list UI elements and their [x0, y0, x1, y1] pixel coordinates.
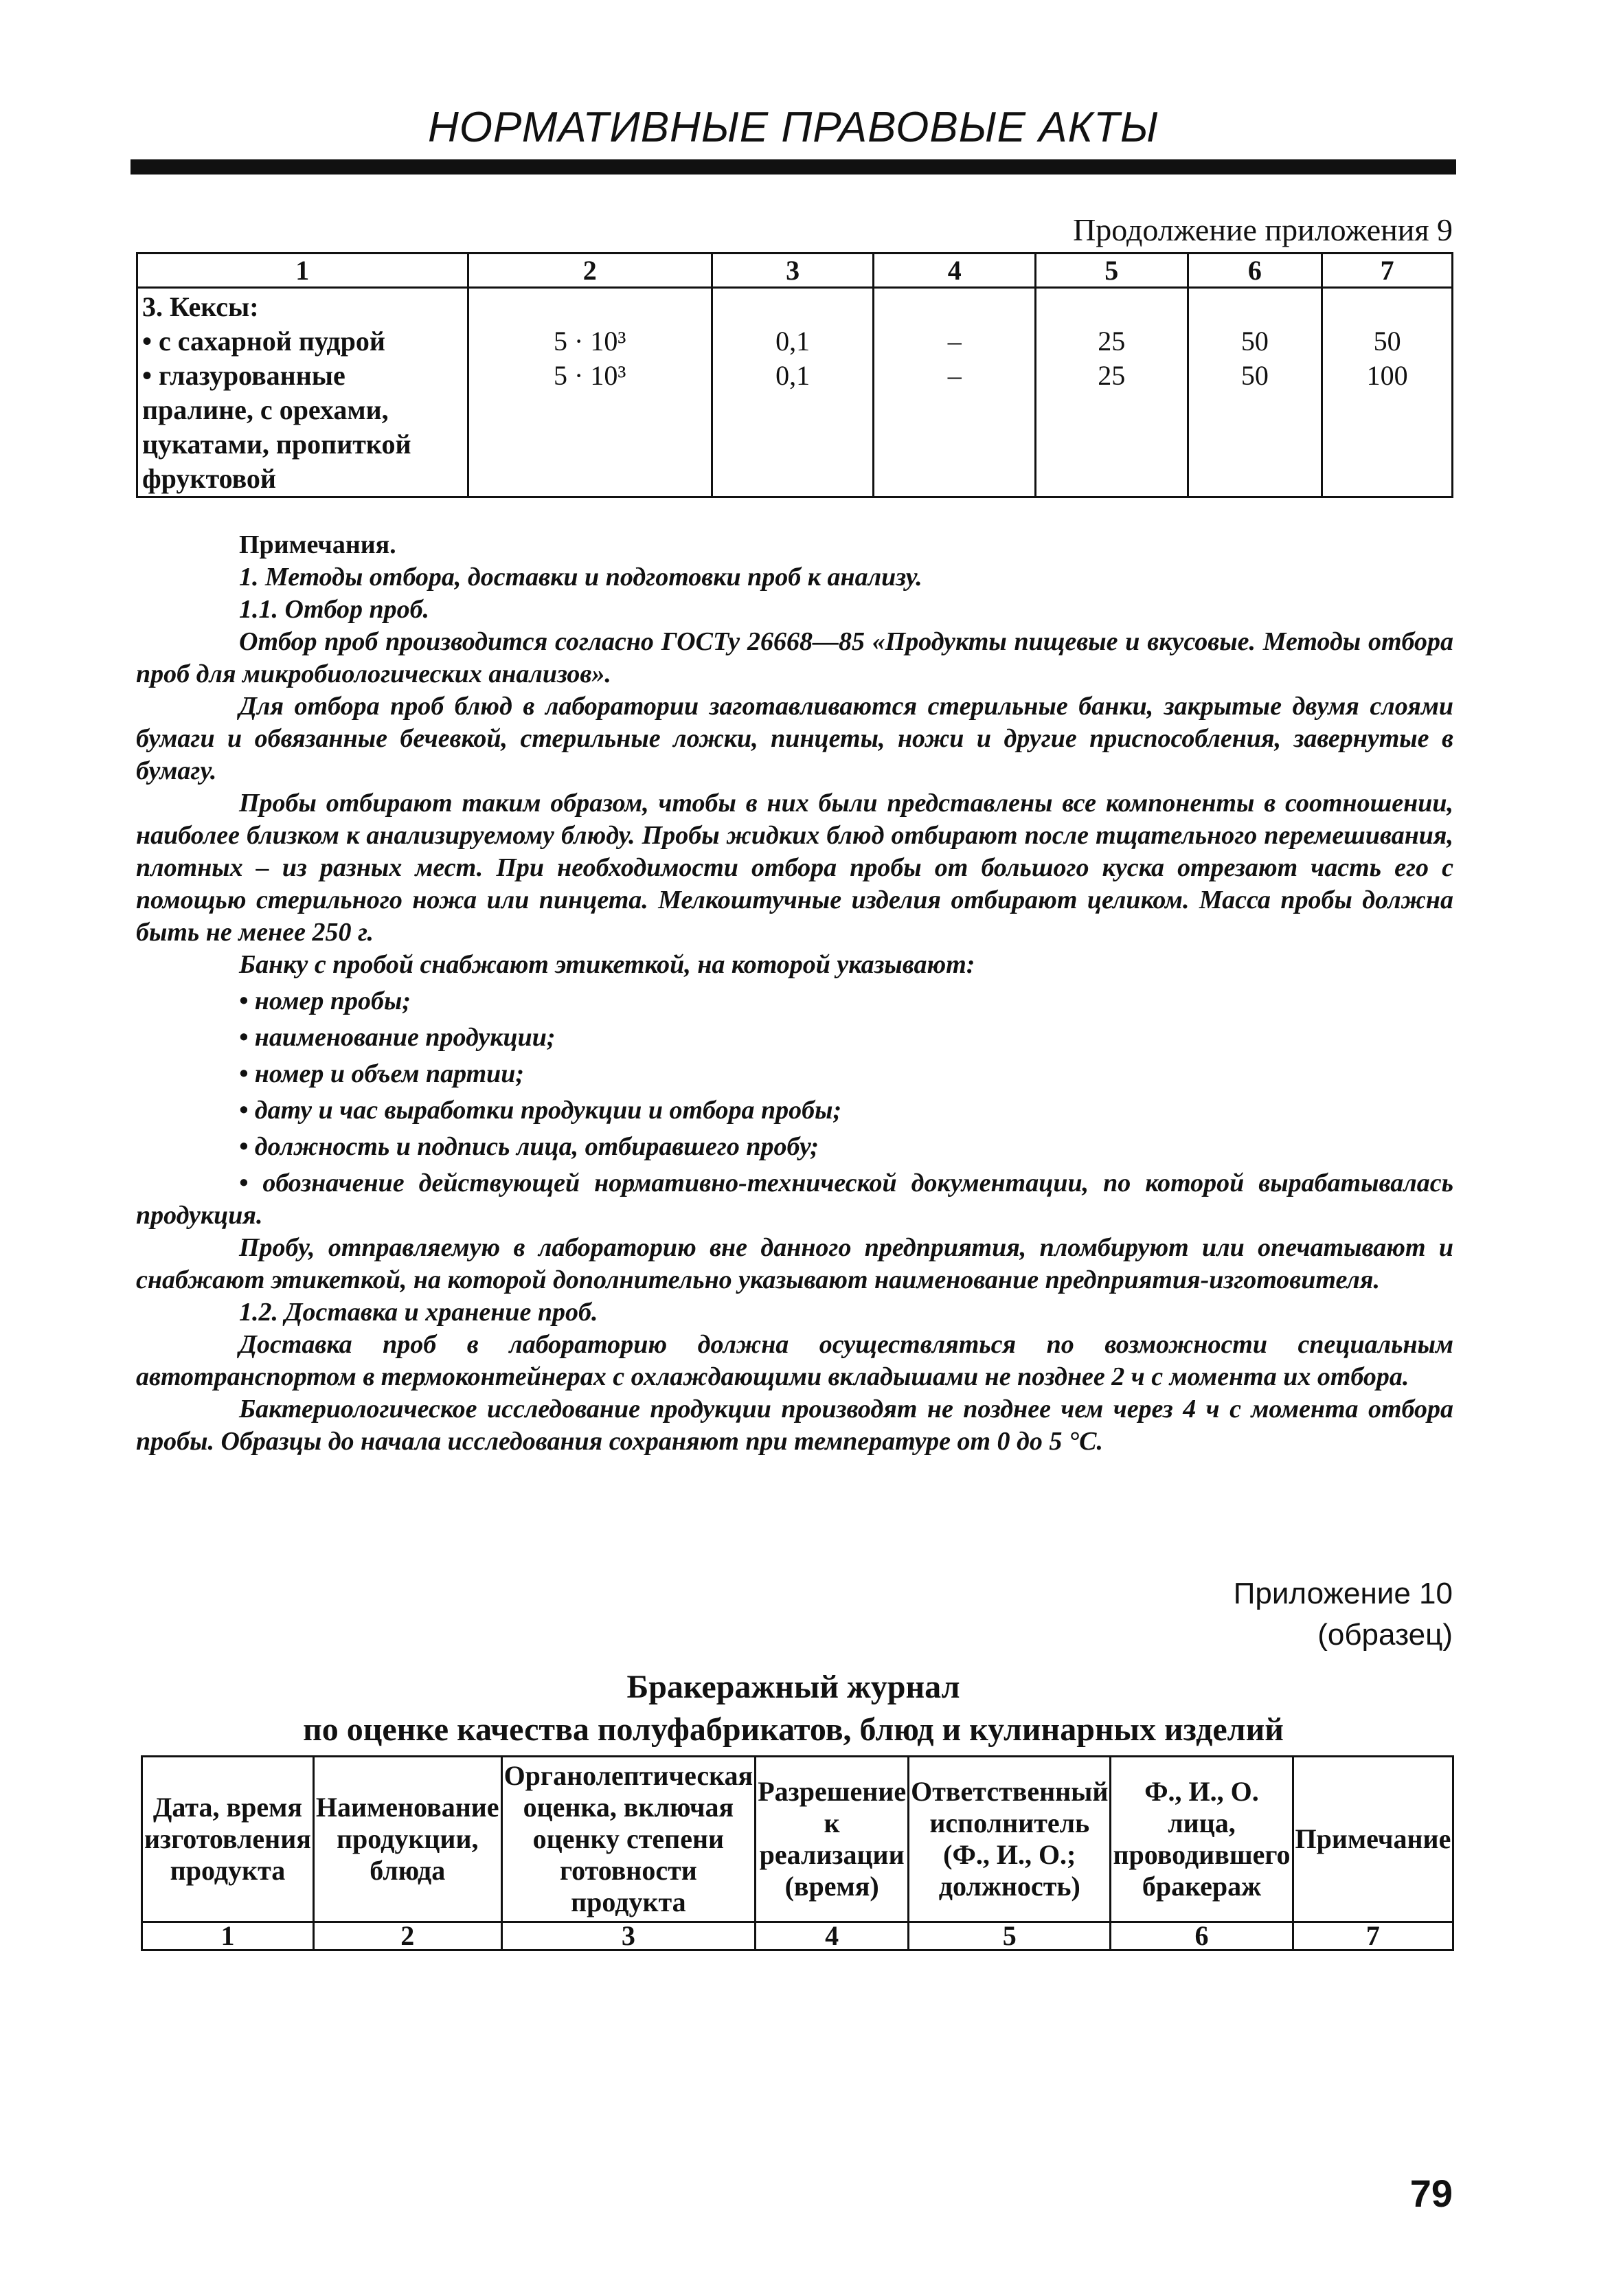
col-number: 6	[1111, 1922, 1293, 1950]
notes-paragraph: 1. Методы отбора, доставки и подготовки проб к анализу.	[239, 563, 922, 592]
col-header: Примечание	[1293, 1757, 1453, 1922]
table-cell	[468, 288, 712, 497]
col-header: 1	[137, 254, 468, 288]
col-header: Наименование продукции, блюда	[313, 1757, 501, 1922]
appendix9-caption: Продолжение приложения 9	[1073, 212, 1453, 247]
table-cell	[137, 288, 468, 497]
table-header-row	[142, 1757, 1453, 1922]
cell-value: 100	[1366, 360, 1408, 391]
table-cell	[1035, 288, 1188, 497]
page-number: 79	[1409, 2172, 1453, 2215]
list-item: • номер пробы;	[239, 987, 411, 1015]
appendix10-label	[1234, 1573, 1453, 1656]
cell-value: 25	[1098, 360, 1126, 391]
list-item: • дату и час выработки продукции и отбора пробы;	[239, 1096, 842, 1125]
cell-value: –	[947, 326, 962, 357]
cell-value: 0,1	[775, 360, 810, 391]
journal-table	[141, 1755, 1454, 1951]
table-cell	[874, 288, 1036, 497]
cell-value: 50	[1373, 326, 1401, 357]
table-header-row	[137, 254, 1453, 288]
running-header: НОРМАТИВНЫЕ ПРАВОВЫЕ АКТЫ	[428, 104, 1159, 151]
col-header: 3	[712, 254, 874, 288]
table-cell	[1188, 288, 1322, 497]
col-header: 6	[1188, 254, 1322, 288]
list-item: • обозначение действующей нормативно-технической документации, по которой вырабатывалась продукция.	[136, 1169, 1453, 1230]
col-header: Дата, время изготовления продукта	[142, 1757, 314, 1922]
col-header: Ф., И., О. лица, проводившего бракераж	[1111, 1757, 1293, 1922]
cell-value: 50	[1240, 326, 1269, 357]
list-item: • должность и подпись лица, отбиравшего пробу;	[239, 1132, 819, 1161]
notes-paragraph: 1.2. Доставка и хранение проб.	[239, 1298, 598, 1327]
cell-value: 0,1	[775, 326, 810, 357]
notes-paragraph: Для отбора проб блюд в лаборатории заготавливаются стерильные банки, закрытые двумя слоями бумаги и обвязанные бечевкой, стерильные ложки, пинцеты, ножи и другие приспособления, завернутые в бумагу.	[136, 692, 1453, 785]
appendix10-number: Приложение 10	[1233, 1577, 1453, 1610]
notes-section	[136, 529, 1453, 1458]
notes-title: Примечания.	[239, 530, 396, 559]
table-cell	[1322, 288, 1453, 497]
row-label: 3. Кексы:	[142, 291, 259, 322]
col-header: 7	[1322, 254, 1453, 288]
cell-value: 5 · 10³	[554, 360, 626, 391]
col-number: 5	[909, 1922, 1111, 1950]
cell-value: 5 · 10³	[554, 326, 626, 357]
journal-title-line1: Бракеражный журнал	[626, 1669, 960, 1705]
appendix9-table	[136, 252, 1453, 498]
col-header: 4	[874, 254, 1036, 288]
notes-paragraph: Банку с пробой снабжают этикеткой, на которой указывают:	[239, 950, 975, 979]
notes-paragraph: Пробу, отправляемую в лабораторию вне данного предприятия, пломбируют или опечатывают и снабжают этикеткой, на которой дополнительно указывают наименование предприятия-изготовителя.	[136, 1233, 1453, 1294]
col-header: Разрешение к реализации (время)	[756, 1757, 909, 1922]
notes-paragraph: Пробы отбирают таким образом, чтобы в них были представлены все компоненты в соотношении, наиболее близком к анализируемому блюду. Пробы жидких блюд отбирают после тщательного перемешивания, плотных – из разных мест. При необходимости отбора пробы от большого куска отрезают часть его с помощью стерильного ножа или пинцета. Мелкоштучные изделия отбирают целиком. Масса пробы должна быть не менее 250 г.	[136, 789, 1453, 947]
col-number: 4	[756, 1922, 909, 1950]
col-header: Ответственный исполнитель (Ф., И., О.; должность)	[909, 1757, 1111, 1922]
journal-title	[131, 1666, 1456, 1751]
cell-value: 50	[1240, 360, 1269, 391]
notes-paragraph: 1.1. Отбор проб.	[239, 595, 430, 624]
table-row	[137, 288, 1453, 497]
col-header: 2	[468, 254, 712, 288]
list-item: • номер и объем партии;	[239, 1059, 525, 1088]
col-number: 7	[1293, 1922, 1453, 1950]
col-number: 2	[313, 1922, 501, 1950]
notes-paragraph: Отбор проб производится согласно ГОСТу 26668—85 «Продукты пищевые и вкусовые. Методы отбора проб для микробиологических анализов».	[136, 627, 1453, 688]
row-label: • глазурованные пралине, с орехами, цукатами, пропиткой фруктовой	[142, 360, 411, 494]
col-header: 5	[1035, 254, 1188, 288]
table-row	[142, 1922, 1453, 1950]
col-number: 1	[142, 1922, 314, 1950]
notes-paragraph: Доставка проб в лабораторию должна осуществляться по возможности специальным автотранспортом в термоконтейнерах с охлаждающими вкладышами не позднее 2 ч с момента их отбора.	[136, 1330, 1453, 1391]
col-header: Органолептическая оценка, включая оценку степени готовности продукта	[501, 1757, 756, 1922]
header-rule	[131, 159, 1456, 175]
list-item: • наименование продукции;	[239, 1023, 556, 1052]
col-number: 3	[501, 1922, 756, 1950]
table-cell	[712, 288, 874, 497]
cell-value: –	[947, 360, 962, 391]
row-label: • с сахарной пудрой	[142, 326, 385, 357]
notes-paragraph: Бактериологическое исследование продукции производят не позднее чем через 4 ч с момента отбора пробы. Образцы до начала исследования сохраняют при температуре от 0 до 5 °С.	[136, 1395, 1453, 1456]
journal-title-line2: по оценке качества полуфабрикатов, блюд и кулинарных изделий	[303, 1711, 1284, 1748]
cell-value: 25	[1098, 326, 1126, 357]
appendix10-sample: (образец)	[1317, 1618, 1453, 1652]
